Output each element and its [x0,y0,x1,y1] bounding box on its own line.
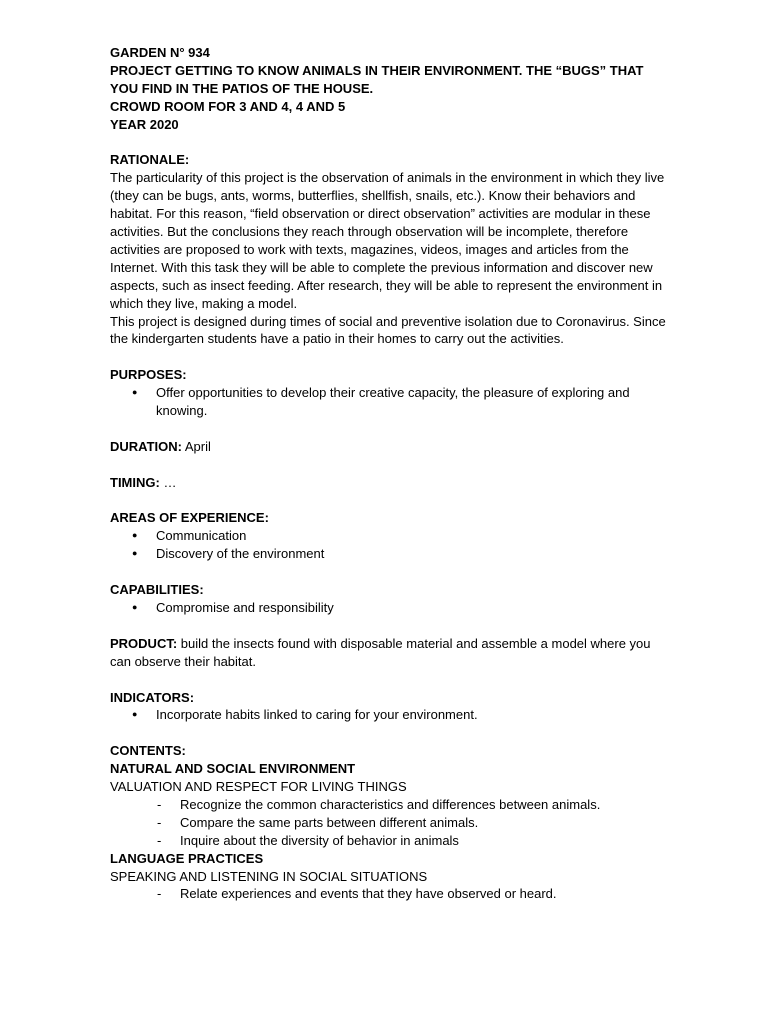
contents-section-subtitle: SPEAKING AND LISTENING IN SOCIAL SITUATIONS [110,868,428,884]
capability-item: ● Compromise and responsibility [110,599,670,617]
contents-section-subtitle: VALUATION AND RESPECT FOR LIVING THINGS [110,779,407,795]
area-item: ● Communication [110,527,670,545]
document-header [110,44,670,134]
timing-line [110,474,670,492]
header-line-year: YEAR 2020 [110,116,179,132]
timing-value: … [163,474,177,490]
rationale-section [110,151,670,348]
rationale-heading: RATIONALE: [110,152,190,168]
product-line [110,635,670,671]
duration-value: April [184,438,211,454]
contents-heading: CONTENTS: [110,743,186,759]
product-value: build the insects found with disposable material and assemble a model where you can observe their habitat. [110,635,651,669]
product-label: PRODUCT: [110,635,178,651]
rationale-paragraph-1: The particularity of this project is the observation of animals in the environment in which they live (they can be bugs, ants, worms, butterflies, shellfish, snails, etc.). Know their behaviors and habitat. For this reason, “field observation or direct observation” activities are modular in these activities. But the conclusions they reach through observation will be incomplete, therefore activities are proposed to work with texts, magazines, videos, images and articles from the Internet. With this task they will be able to complete the previous information and discover new aspects, such as insect feeding. After research, they will be able to represent the environment in which they live, making a model. [110,170,665,311]
duration-label: DURATION: [110,438,182,454]
purpose-item: ● Offer opportunities to develop their creative capacity, the pleasure of exploring and knowing. [110,384,670,420]
header-line-garden: GARDEN N° 934 [110,45,210,60]
contents-section-title: LANGUAGE PRACTICES [110,850,264,866]
purposes-heading: PURPOSES: [110,367,187,383]
content-item: - Recognize the common characteristics and differences between animals. [110,796,670,814]
indicator-item: ● Incorporate habits linked to caring for your environment. [110,706,670,724]
header-line-project: PROJECT GETTING TO KNOW ANIMALS IN THEIR ENVIRONMENT. THE “BUGS” THAT YOU FIND IN THE PATIOS OF THE HOUSE. [110,62,644,96]
areas-section [110,509,670,563]
timing-label: TIMING: [110,474,160,490]
areas-heading: AREAS OF EXPERIENCE: [110,510,269,526]
header-line-room: CROWD ROOM FOR 3 AND 4, 4 AND 5 [110,98,346,114]
capabilities-section [110,581,670,617]
area-item: ● Discovery of the environment [110,545,670,563]
content-item: - Relate experiences and events that they have observed or heard. [110,885,670,903]
document-page [110,44,670,903]
indicators-heading: INDICATORS: [110,689,195,705]
duration-line [110,438,670,456]
contents-section [110,742,670,903]
content-item: - Compare the same parts between different animals. [110,814,670,832]
indicators-section [110,689,670,725]
rationale-paragraph-2: This project is designed during times of social and preventive isolation due to Coronavirus. Since the kindergarten students have a patio in their homes to carry out the activities. [110,313,666,347]
content-item: - Inquire about the diversity of behavior in animals [110,832,670,850]
purposes-section [110,366,670,420]
capabilities-heading: CAPABILITIES: [110,582,204,598]
contents-section-title: NATURAL AND SOCIAL ENVIRONMENT [110,761,356,777]
